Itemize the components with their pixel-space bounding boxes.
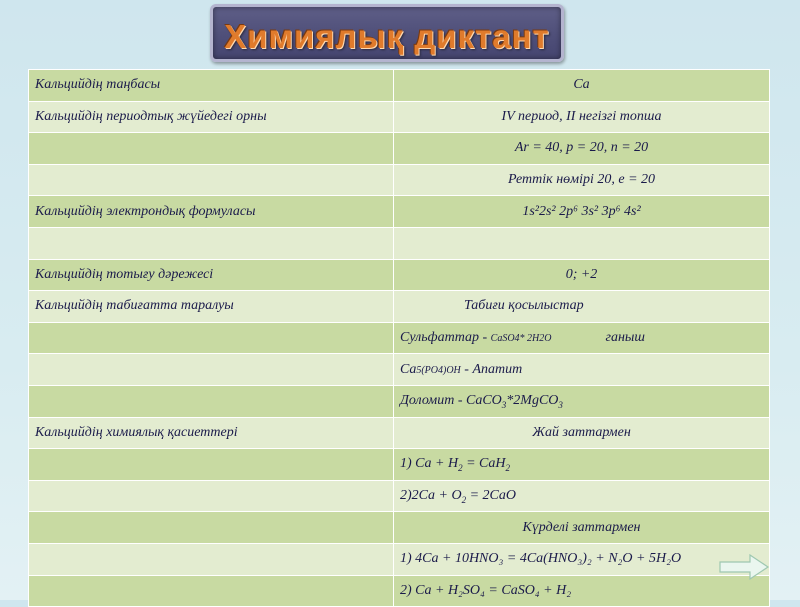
table-row [29,575,770,607]
next-slide-button[interactable] [718,552,770,582]
row-label: Кальцийдің электрондық формуласы [29,196,394,228]
row-label [29,543,394,575]
row-value: 1) 4Ca + 10HNO₃ = 4Ca(HNO₃)₂ + N₂O + 5H₂O [394,543,770,575]
row-label: Кальцийдің тотығу дәрежесі [29,259,394,291]
value-part: 2 [505,462,510,473]
row-label [29,480,394,512]
value-part: 1) Ca + H [400,456,459,472]
value-part: = 2CaO [466,487,516,503]
row-value [394,354,770,386]
row-label: Кальцийдің таңбасы [29,70,394,102]
table-row [29,164,770,196]
row-label [29,322,394,354]
table-row [29,385,770,417]
table-row [29,543,770,575]
dictation-table [28,69,770,607]
row-label [29,227,394,259]
row-value [394,227,770,259]
row-value: 0; +2 [394,259,770,291]
value-part: 3 [501,399,507,410]
row-value: Ca [394,70,770,102]
value-part: ганыш [605,330,645,346]
table-row [29,449,770,481]
row-label: Кальцийдің периодтық жүйедегі орны [29,101,394,133]
value-part: *2MgCO [506,392,559,408]
table-row [29,196,770,228]
table-row [29,70,770,102]
title-banner [210,4,564,62]
row-value: 2) Ca + H₂SO₄ = CaSO₄ + H₂ [394,575,770,607]
value-part: Доломит - CaCO [400,392,502,408]
row-value: Ar = 40, p = 20, n = 20 [394,133,770,165]
row-value [394,385,770,417]
table-row [29,291,770,323]
row-value: IV период, II негізгі топша [394,101,770,133]
table-row [29,259,770,291]
row-value: Табиғи қосылыстар [394,291,770,323]
row-label [29,385,394,417]
value-part: Ca [400,361,417,377]
value-part: 3 [558,399,563,410]
table-row [29,512,770,544]
value-part: 5(PO4)OH [416,364,461,376]
value-part: 2)2Ca + O [400,487,462,503]
value-part: CaSO4* 2H2O [490,333,552,345]
row-label: Кальцийдің химиялық қасиеттері [29,417,394,449]
row-value [394,449,770,481]
row-label [29,512,394,544]
value-part: 2 [458,462,463,473]
table-row [29,133,770,165]
row-value [394,480,770,512]
row-label [29,449,394,481]
table-row [29,101,770,133]
row-label [29,575,394,607]
arrow-right-icon [718,552,770,582]
value-part: - Апатит [460,361,523,377]
table-row [29,227,770,259]
value-part: 2 [461,494,467,505]
row-label [29,164,394,196]
slide-title: Химиялық диктант [224,18,550,55]
table-row [29,417,770,449]
row-value: Реттік нөмірі 20, e = 20 [394,164,770,196]
table-row [29,322,770,354]
row-label: Кальцийдің табиғатта таралуы [29,291,394,323]
row-label [29,354,394,386]
row-value [394,322,770,354]
value-part: = CaH [462,456,506,472]
table-row [29,480,770,512]
value-part: Сульфаттар - [400,330,491,346]
row-value: 1s²2s² 2p⁶ 3s² 3p⁶ 4s² [394,196,770,228]
row-value: Күрделі заттармен [394,512,770,544]
row-value: Жай заттармен [394,417,770,449]
row-label [29,133,394,165]
table-row [29,354,770,386]
